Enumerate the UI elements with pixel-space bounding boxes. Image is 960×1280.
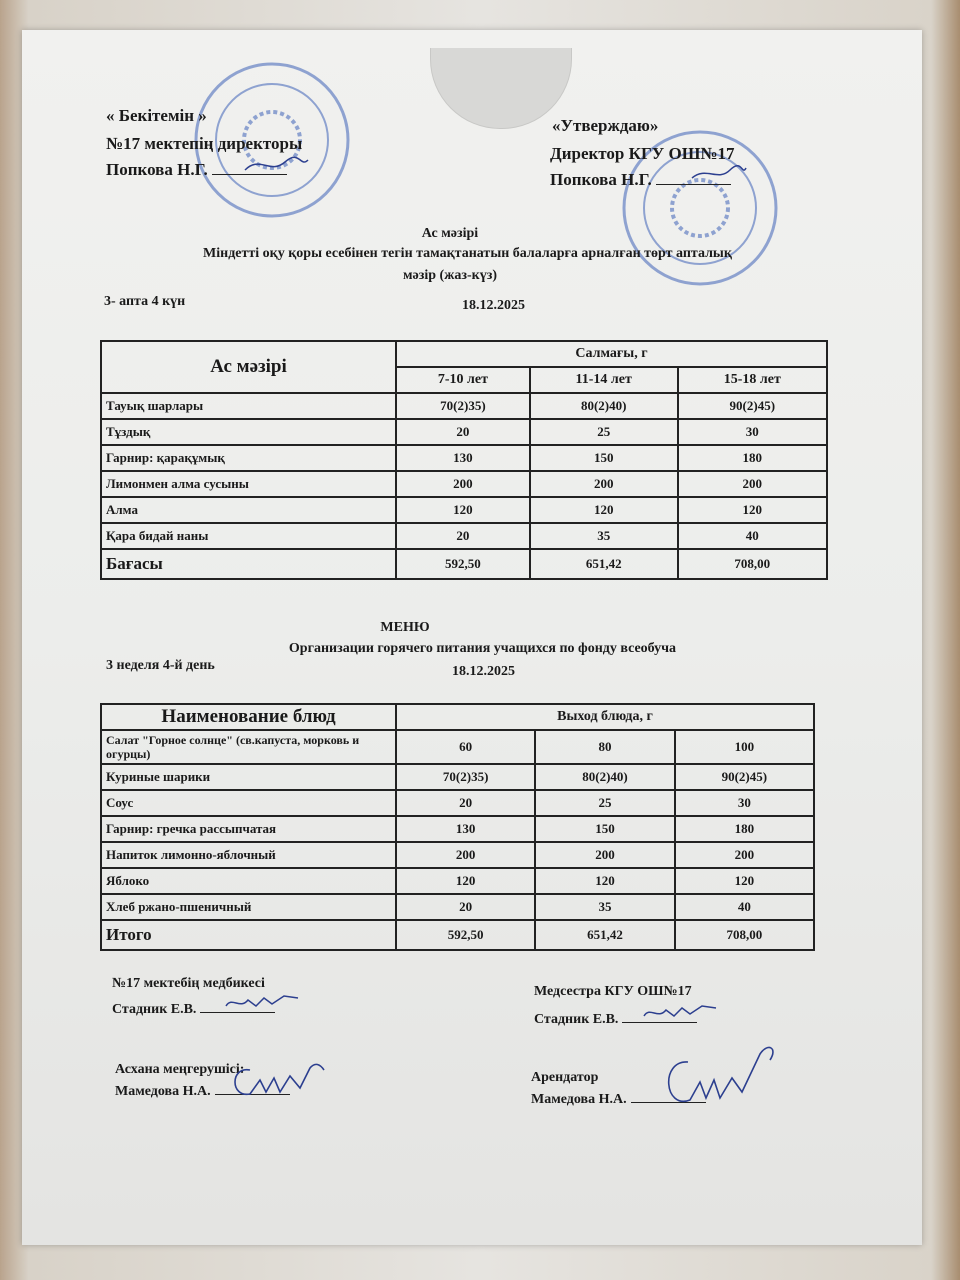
ru-menu-table: [100, 703, 815, 951]
table-row: [101, 894, 814, 920]
portion-value: 130: [396, 816, 535, 842]
handwritten-signature: [688, 160, 748, 186]
portion-value: 35: [535, 894, 674, 920]
approval-right-line2: Директор КГУ ОШ№17: [550, 144, 735, 163]
table-row: [101, 842, 814, 868]
handwritten-signature: [640, 1000, 720, 1025]
portion-value: 592,50: [396, 549, 530, 579]
table-row: [101, 419, 827, 445]
nurse-name: Стадник Е.В.: [112, 1002, 197, 1017]
portion-value: 60: [396, 730, 535, 764]
handwritten-signature: [220, 1058, 330, 1103]
table-row: [101, 523, 827, 549]
dish-name: Лимонмен алма сусыны: [101, 471, 396, 497]
dish-name: Гарнир: гречка рассыпчатая: [101, 816, 396, 842]
portion-value: 120: [535, 868, 674, 894]
ru-col-name: Наименование блюд: [101, 704, 396, 730]
dish-name: Қара бидай наны: [101, 523, 396, 549]
table-row: [101, 764, 814, 790]
portion-value: 708,00: [678, 549, 827, 579]
table-row: [101, 445, 827, 471]
age-11-14: 11-14 лет: [530, 367, 678, 393]
portion-value: 708,00: [675, 920, 814, 950]
nurse-name: Стадник Е.В.: [534, 1012, 619, 1027]
handwritten-signature: [240, 150, 310, 180]
dish-name: Салат "Горное солнце" (св.капуста, морковь и огурцы): [101, 730, 396, 764]
dish-name: Гарнир: қарақұмық: [101, 445, 396, 471]
portion-value: 180: [678, 445, 827, 471]
dish-name: Куриные шарики: [101, 764, 396, 790]
ru-title: МЕНЮ: [380, 620, 430, 635]
kz-date: 18.12.2025: [462, 298, 525, 313]
portion-value: 20: [396, 894, 535, 920]
portion-value: 200: [678, 471, 827, 497]
portion-value: 20: [396, 790, 535, 816]
kz-menu-table: [100, 340, 828, 580]
portion-value: 200: [396, 842, 535, 868]
table-row: [101, 730, 814, 764]
portion-value: 80(2)40): [535, 764, 674, 790]
director-name: Попкова Н.Г.: [106, 160, 208, 179]
kz-title: Ас мәзірі: [421, 226, 479, 241]
table-row: [101, 816, 814, 842]
portion-value: 40: [675, 894, 814, 920]
age-7-10: 7-10 лет: [396, 367, 530, 393]
director-name: Попкова Н.Г.: [550, 170, 652, 189]
portion-value: 70(2)35): [396, 764, 535, 790]
portion-value: 35: [530, 523, 678, 549]
ru-date: 18.12.2025: [452, 664, 515, 679]
dish-name: Напиток лимонно-яблочный: [101, 842, 396, 868]
tenant-name-text: Мамедова Н.А.: [531, 1092, 627, 1107]
table-row: [101, 471, 827, 497]
sleeve-notch: [430, 48, 572, 129]
portion-value: 180: [675, 816, 814, 842]
ru-col-weight: Выход блюда, г: [396, 704, 814, 730]
dish-name: Хлеб ржано-пшеничный: [101, 894, 396, 920]
portion-value: 90(2)45): [675, 764, 814, 790]
approval-right-line1: «Утверждаю»: [552, 116, 659, 135]
portion-value: 30: [678, 419, 827, 445]
dish-name: Тауық шарлары: [101, 393, 396, 419]
approval-left-line1: « Бекітемін »: [106, 106, 207, 125]
kz-col-weight: Салмағы, г: [396, 341, 827, 367]
portion-value: 200: [675, 842, 814, 868]
portion-value: 651,42: [530, 549, 678, 579]
ru-subtitle: Организации горячего питания учащихся по фонду всеобуча: [288, 641, 677, 656]
portion-value: 200: [396, 471, 530, 497]
portion-value: 120: [396, 497, 530, 523]
tenant-title: Арендатор: [531, 1070, 599, 1085]
dish-name: Соус: [101, 790, 396, 816]
portion-value: 651,42: [535, 920, 674, 950]
dish-name: Яблоко: [101, 868, 396, 894]
portion-value: 120: [675, 868, 814, 894]
kitchen-name: Мамедова Н.А.: [115, 1084, 211, 1099]
portion-value: 200: [530, 471, 678, 497]
portion-value: 592,50: [396, 920, 535, 950]
kz-week-day: 3- апта 4 күн: [104, 294, 186, 309]
table-row: [101, 868, 814, 894]
portion-value: 100: [675, 730, 814, 764]
portion-value: 130: [396, 445, 530, 471]
handwritten-signature: [650, 1040, 785, 1120]
portion-value: 80: [535, 730, 674, 764]
portion-value: 20: [396, 419, 530, 445]
portion-value: 150: [535, 816, 674, 842]
table-row: [101, 497, 827, 523]
portion-value: 120: [678, 497, 827, 523]
portion-value: 200: [535, 842, 674, 868]
portion-value: 30: [675, 790, 814, 816]
total-row: [101, 549, 827, 579]
age-15-18: 15-18 лет: [678, 367, 827, 393]
portion-value: 120: [396, 868, 535, 894]
portion-value: 25: [530, 419, 678, 445]
dish-name: Тұздық: [101, 419, 396, 445]
portion-value: 120: [530, 497, 678, 523]
dish-name: Алма: [101, 497, 396, 523]
approval-left-line2: №17 мектепің директоры: [106, 134, 303, 153]
portion-value: 70(2)35): [396, 393, 530, 419]
portion-value: 90(2)45): [678, 393, 827, 419]
kitchen-kz-title: Асхана меңгерушісі:: [115, 1062, 245, 1077]
ru-week-day: 3 неделя 4-й день: [106, 658, 215, 673]
kz-subtitle-2: мәзір (жаз-күз): [402, 268, 497, 283]
dish-name: Бағасы: [101, 549, 396, 579]
nurse-kz-title: №17 мектебің медбикесі: [112, 976, 265, 991]
kz-subtitle: Міндетті оқу қоры есебінен тегін тамақтанатын балаларға арналған төрт апталық: [203, 246, 732, 261]
total-row: [101, 920, 814, 950]
portion-value: 150: [530, 445, 678, 471]
portion-value: 20: [396, 523, 530, 549]
table-row: [101, 790, 814, 816]
handwritten-signature: [222, 990, 302, 1015]
kz-col-name: Ас мәзірі: [101, 341, 396, 393]
portion-value: 40: [678, 523, 827, 549]
dish-name: Итого: [101, 920, 396, 950]
table-row: [101, 393, 827, 419]
portion-value: 25: [535, 790, 674, 816]
nurse-ru-title: Медсестра КГУ ОШ№17: [534, 984, 692, 999]
portion-value: 80(2)40): [530, 393, 678, 419]
